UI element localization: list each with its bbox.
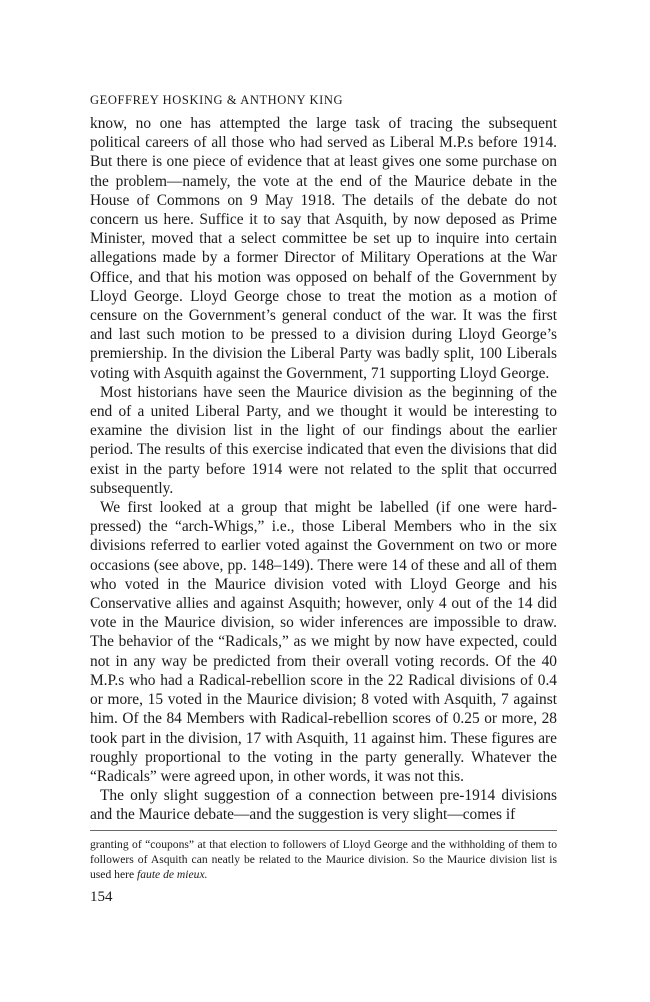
paragraph: Most historians have seen the Maurice division as the beginning of the end of a united Liberal Party, and we thought it would be interesting to examine the division list in the light of our findings about the earlier period. The results of this exercise indicated that even the divisions that did exist in the party before 1914 were not related to the split that occurred subsequently. bbox=[90, 383, 557, 497]
running-head: GEOFFREY HOSKING & ANTHONY KING bbox=[90, 93, 344, 107]
book-page bbox=[90, 92, 557, 906]
paragraph: We first looked at a group that might be labelled (if one were hard-pressed) the “arch-Whigs,” i.e., those Liberal Members who in the six divisions referred to earlier voted against the Government on two or more occasions (see above, pp. 148–149). There were 14 of these and all of them who voted in the Maurice division voted with Lloyd George and his Conservative allies and against Asquith; however, only 4 out of the 14 did vote in the Maurice division, so wider inferences are impossible to draw. The behavior of the “Radicals,” as we might by now have expected, could not in any way be predicted from their overall voting records. Of the 40 M.P.s who had a Radical-rebellion score in the 22 Radical divisions of 0.4 or more, 15 voted in the Maurice division; 8 voted with Asquith, 7 against him. Of the 84 Members with Radical-rebellion scores of 0.25 or more, 28 took part in the division, 17 with Asquith, 11 against him. These figures are roughly proportional to the voting in the party generally. Whatever the “Radicals” were agreed upon, in other words, it was not this. bbox=[90, 499, 557, 785]
paragraph: The only slight suggestion of a connection between pre-1914 divisions and the Maurice debate—and the suggestion is very slight—comes if bbox=[90, 787, 557, 824]
page-number: 154 bbox=[90, 888, 113, 905]
paragraph: know, no one has attempted the large task of tracing the subsequent political careers of all those who had served as Liberal M.P.s before 1914. But there is one piece of evidence that at least gives one some purchase on the problem—namely, the vote at the end of the Maurice debate in the House of Commons on 9 May 1918. The details of the debate do not concern us here. Suffice it to say that Asquith, by now deposed as Prime Minister, moved that a select committee be set up to inquire into certain allegations made by a former Director of Military Operations at the War Office, and that his motion was opposed on behalf of the Government by Lloyd George. Lloyd George chose to treat the motion as a motion of censure on the Government’s general conduct of the war. It was the first and last such motion to be pressed to a division during Lloyd George’s premiership. In the division the Liberal Party was badly split, 100 Liberals voting with Asquith against the Government, 71 supporting Lloyd George. bbox=[90, 115, 557, 382]
footnote-text: granting of “coupons” at that election to followers of Lloyd George and the withholding of them to followers of Asquith can neatly be related to the Maurice division. So the Maurice division list is used here bbox=[90, 837, 557, 881]
footnote-divider bbox=[90, 830, 557, 831]
body-text bbox=[90, 114, 557, 825]
footnote-italic: faute de mieux. bbox=[137, 867, 208, 881]
footnote bbox=[90, 837, 557, 882]
